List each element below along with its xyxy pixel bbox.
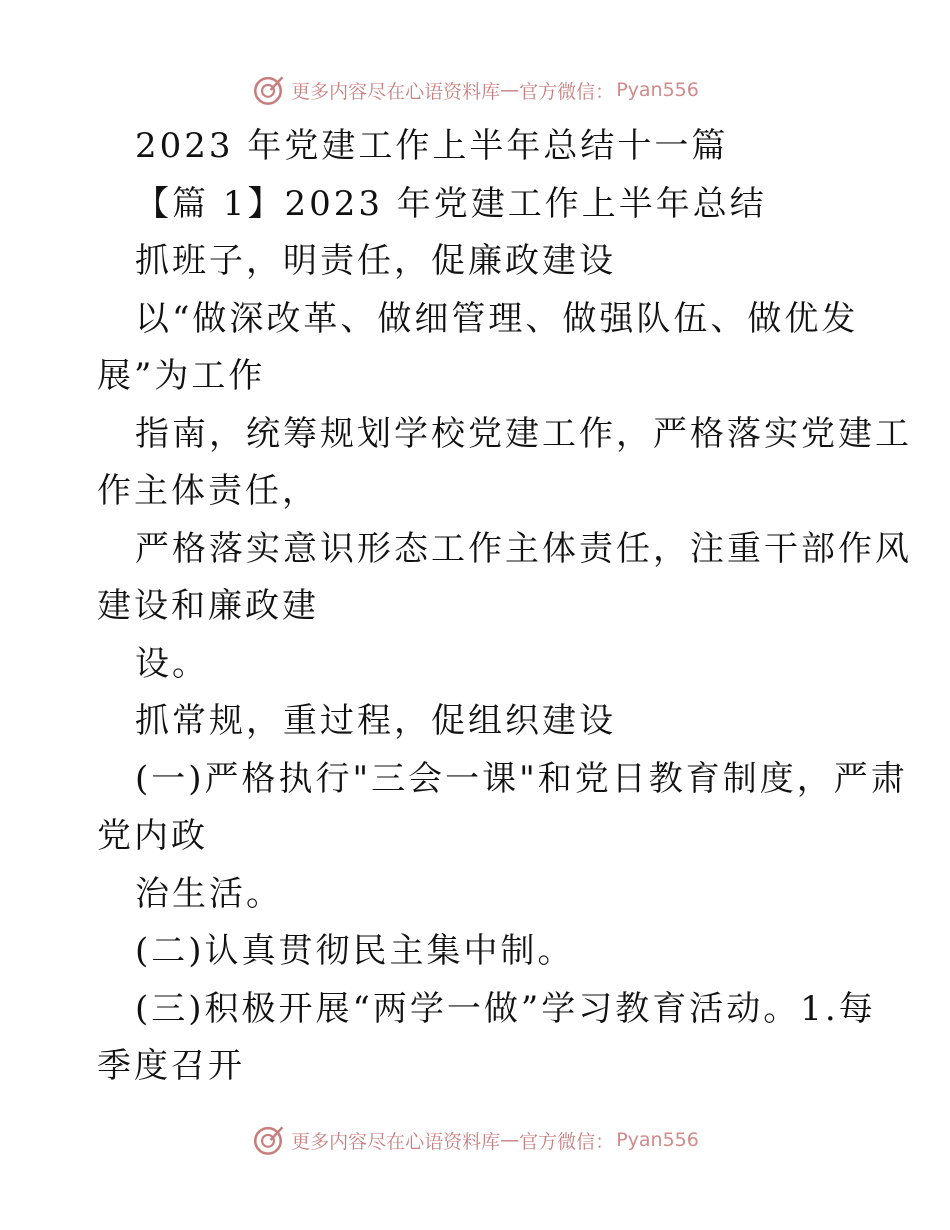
text-line: (一)严格执行"三会一课"和党日教育制度，严肃	[135, 758, 908, 799]
watermark-account-label: 官方微信：	[519, 80, 615, 103]
text-line: 【篇 1】2023 年党建工作上半年总结	[135, 183, 767, 224]
text-line: 党内政	[97, 816, 208, 856]
watermark-account: Pyan556	[616, 79, 699, 101]
watermark-text: 更多内容尽在心语资料库	[291, 1130, 501, 1153]
text-line: (三)积极开展“两学一做”学习教育活动。1.每	[135, 988, 876, 1029]
watermark-account: Pyan556	[616, 1129, 699, 1151]
document-title: 2023 年党建工作上半年总结十一篇	[135, 126, 729, 166]
brush-logo-icon	[251, 73, 285, 107]
text-line: 季度召开	[97, 1046, 245, 1086]
watermark-separator: —	[500, 1129, 520, 1151]
text-line: 治生活。	[135, 873, 283, 914]
watermark-banner-top	[0, 70, 950, 110]
watermark-separator: —	[500, 79, 520, 101]
text-line: 建设和廉政建	[97, 586, 319, 626]
watermark-text: 更多内容尽在心语资料库	[291, 80, 501, 103]
text-line: 抓班子，明责任，促廉政建设	[135, 241, 616, 281]
document-body	[97, 118, 912, 1096]
watermark-banner-bottom	[0, 1120, 950, 1160]
text-line: (二)认真贯彻民主集中制。	[135, 931, 575, 971]
text-line: 严格落实意识形态工作主体责任，注重干部作风	[135, 528, 912, 569]
text-line: 展”为工作	[97, 356, 266, 396]
watermark-account-label: 官方微信：	[519, 1130, 615, 1153]
text-line: 指南，统筹规划学校党建工作，严格落实党建工	[135, 413, 912, 454]
text-line: 以“做深改革、做细管理、做强队伍、做优发	[135, 298, 859, 339]
brush-logo-icon	[251, 1123, 285, 1157]
text-line: 设。	[135, 643, 209, 684]
text-line: 作主体责任，	[97, 471, 319, 511]
text-line: 抓常规，重过程，促组织建设	[135, 701, 616, 741]
